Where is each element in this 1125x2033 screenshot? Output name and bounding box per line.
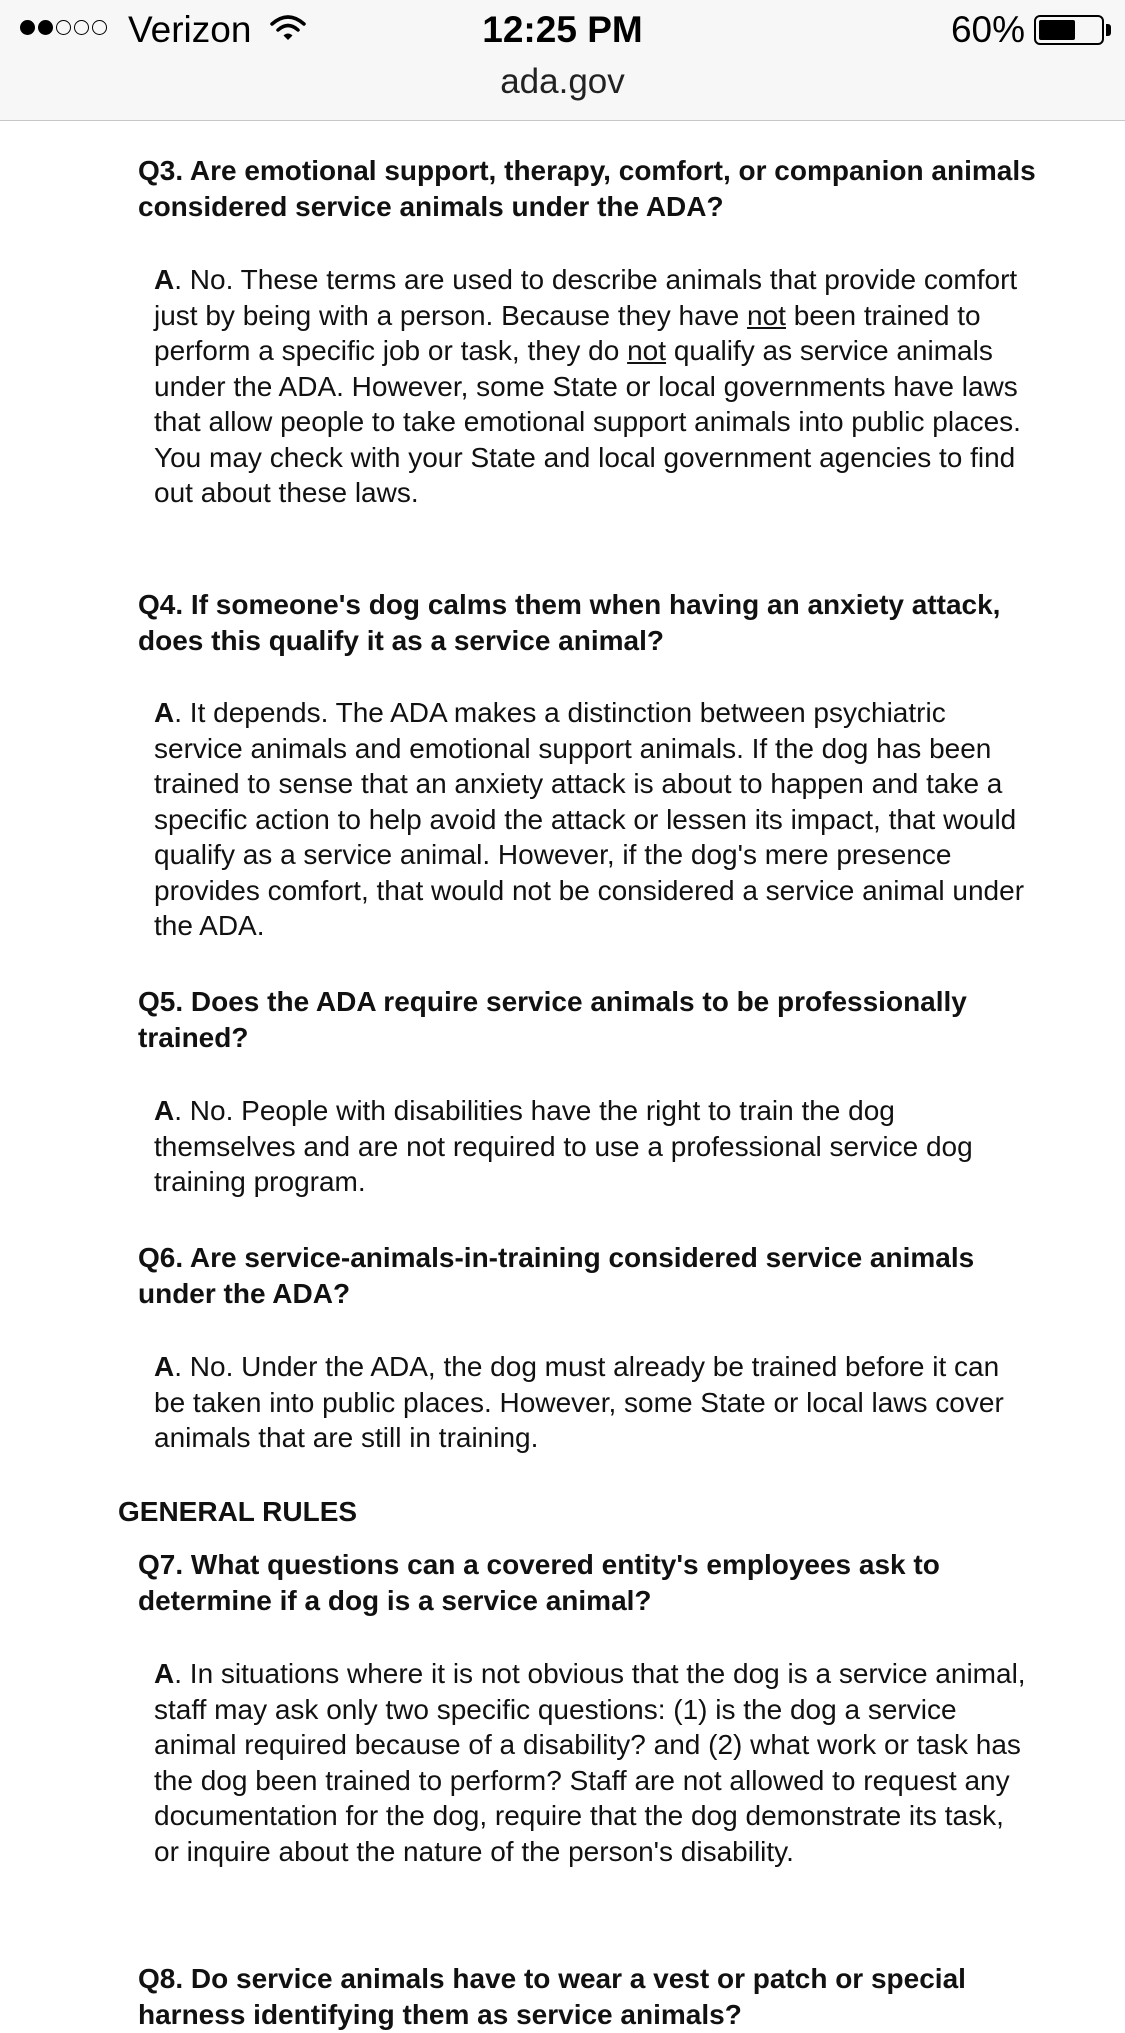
answer-text: qualify as service animals under the ADA. However, some State or local governments have laws that allow people to take emotional support animals into public places. You may check with your State and local government agencies to find out about these laws. xyxy=(154,335,1021,508)
faq-answer xyxy=(154,1349,1034,1456)
battery-cap xyxy=(1106,24,1111,36)
battery-percentage: 60% xyxy=(950,9,1025,50)
faq-answer xyxy=(154,262,1034,511)
status-bar xyxy=(0,0,1125,58)
browser-address-bar[interactable] xyxy=(0,58,1125,121)
faq-question: Q7. What questions can a covered entity's employees ask to determine if a dog is a service animal? xyxy=(138,1549,940,1616)
answer-text: . In situations where it is not obvious that the dog is a service animal, staff may ask only two specific questions: (1) is the dog a service animal required because of a disability? and (2) what work or task has the dog been trained to perform? Staff are not allowed to request any documentation for the dog, require that the dog demonstrate its task, or inquire about the nature of the person's disability. xyxy=(154,1658,1026,1867)
faq-question: Q3. Are emotional support, therapy, comfort, or companion animals considered service animals under the ADA? xyxy=(138,155,1036,222)
answer-text: . No. Under the ADA, the dog must already be trained before it can be taken into public places. However, some State or local laws cover animals that are still in training. xyxy=(154,1351,1004,1453)
battery-level-fill xyxy=(1039,20,1075,40)
status-time: 12:25 PM xyxy=(482,9,643,50)
battery-icon xyxy=(1034,15,1104,45)
faq-question: Q4. If someone's dog calms them when having an anxiety attack, does this qualify it as a service animal? xyxy=(138,589,1001,656)
answer-text: . No. People with disabilities have the right to train the dog themselves and are not required to use a professional service dog training program. xyxy=(154,1095,973,1197)
faq-answer xyxy=(154,695,1034,944)
answer-emphasis: not xyxy=(627,335,667,366)
answer-lead: A xyxy=(154,1351,175,1382)
faq-answer xyxy=(154,1093,1034,1200)
answer-lead: A xyxy=(154,697,175,728)
faq-question: Q6. Are service-animals-in-training considered service animals under the ADA? xyxy=(138,1242,975,1309)
answer-lead: A xyxy=(154,1095,175,1126)
answer-text: been trained to perform a specific job or task, they do xyxy=(154,299,981,366)
answer-lead: A xyxy=(154,264,175,295)
faq-answer xyxy=(154,1656,1034,1869)
url-text[interactable]: ada.gov xyxy=(500,62,625,101)
carrier-name: Verizon xyxy=(128,9,252,50)
faq-question: Q8. Do service animals have to wear a vest or patch or special harness identifying them as service animals? xyxy=(138,1963,966,2030)
section-heading: GENERAL RULES xyxy=(118,1496,358,1527)
answer-emphasis: not xyxy=(747,299,786,331)
answer-text: . It depends. The ADA makes a distinction between psychiatric service animals and emotional support animals. If the dog has been trained to sense that an anxiety attack is about to happen and take a specific action to help avoid the attack or lessen its impact, that would qualify as a service animal. However, if the dog's mere presence provides comfort, that would not be considered a service animal under the ADA. xyxy=(154,697,1025,941)
answer-text: . No. These terms are used to describe animals that provide comfort just by being with a person. Because they have xyxy=(154,264,1018,331)
faq-question: Q5. Does the ADA require service animals to be professionally trained? xyxy=(138,986,967,1053)
answer-lead: A xyxy=(154,1658,175,1689)
